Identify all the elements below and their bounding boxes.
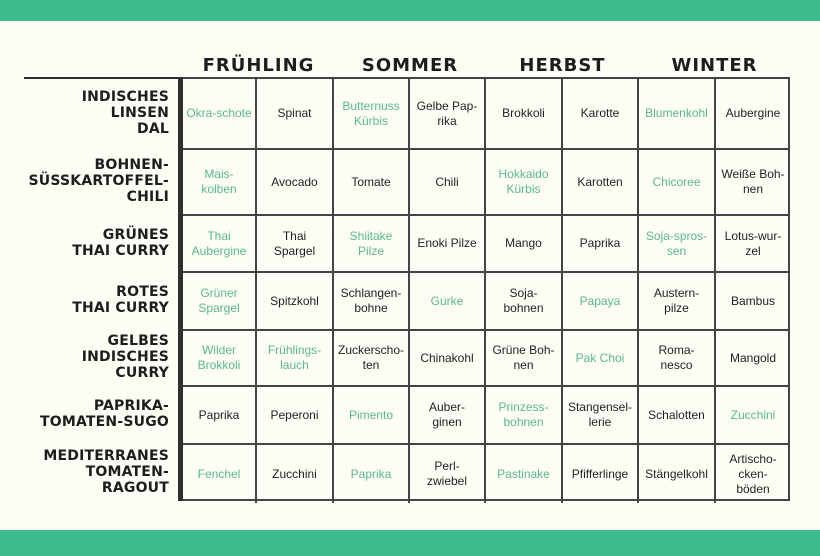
dish-label-text: GRÜNES THAI CURRY [72, 226, 169, 259]
vegetable-cell: Auber- ginen [410, 387, 486, 445]
vegetable-cell: Artischo- cken- böden [729, 451, 777, 496]
vegetable-cell: Fenchel [183, 445, 257, 503]
vegetable-cell: Karotten [563, 150, 639, 216]
vegetable-cell: Pfifferlinge [563, 445, 639, 503]
dish-label [24, 271, 169, 329]
dish-label [24, 329, 169, 385]
dish-label-text: ROTES THAI CURRY [72, 284, 169, 316]
season-header-spring: FRÜHLING [202, 55, 315, 76]
vegetable-cell: Karotte [563, 79, 639, 150]
season-header-winter: WINTER [671, 55, 758, 76]
vegetable-cell: Enoki Pilze [410, 216, 486, 273]
vegetable-cell: Brokkoli [486, 79, 563, 150]
dish-label-text: GELBES INDISCHES CURRY [81, 333, 169, 381]
vegetable-cell: Paprika [183, 387, 257, 445]
bottom-band [0, 530, 820, 556]
vegetable-cell: Soja- bohnen [486, 273, 563, 331]
vegetable-cell: Grüner Spargel [183, 273, 257, 331]
vegetable-cell: Okra-schote [183, 79, 257, 150]
vegetable-cell: Zucchini [716, 387, 790, 445]
vegetable-cell: Chicoree [639, 150, 716, 216]
vegetable-cell: Aubergine [716, 79, 790, 150]
vegetable-cell: Spinat [257, 79, 334, 150]
vegetable-cell: Mais- kolben [183, 150, 257, 216]
vegetable-cell: Mango [486, 216, 563, 273]
vegetable-cell: Zuckerscho- ten [334, 331, 410, 387]
vegetable-cell: Lotus-wur- zel [716, 216, 790, 273]
vegetable-cell: Pastinake [486, 445, 563, 503]
vegetable-cell: Stangensel- lerie [563, 387, 639, 445]
dish-label [24, 443, 169, 501]
vegetable-cell: Spitzkohl [257, 273, 334, 331]
vegetable-cell: Weiße Boh- nen [716, 150, 790, 216]
vegetable-cell: Gelbe Pap- rika [410, 79, 486, 150]
vegetable-cell: Butternuss Kürbis [334, 79, 410, 150]
dish-label-text: BOHNEN- SÜSSKARTOFFEL- CHILI [28, 157, 169, 205]
vegetable-cell: Schalotten [639, 387, 716, 445]
dish-label [24, 214, 169, 271]
vegetable-cell: Pimento [334, 387, 410, 445]
vegetable-cell: Papaya [563, 273, 639, 331]
vegetable-cell: Chili [410, 150, 486, 216]
vegetable-cell: Frühlings- lauch [257, 331, 334, 387]
dish-label-text: PAPRIKA- TOMATEN-SUGO [39, 398, 169, 430]
vegetable-cell: Thai Aubergine [183, 216, 257, 273]
season-header-summer: SOMMER [361, 55, 459, 76]
vegetable-cell: Thai Spargel [257, 216, 334, 273]
dish-label [24, 148, 169, 214]
vegetable-table [183, 77, 790, 501]
vegetable-cell: Zucchini [257, 445, 334, 503]
vegetable-cell: Bambus [716, 273, 790, 331]
vegetable-cell: Chinakohl [410, 331, 486, 387]
vegetable-cell: Schlangen- bohne [334, 273, 410, 331]
vegetable-cell: Hokkaido Kürbis [486, 150, 563, 216]
vegetable-cell: Peperoni [257, 387, 334, 445]
dish-label-text: MEDITERRANES TOMATEN-RAGOUT [43, 448, 169, 496]
vegetable-cell: Roma- nesco [639, 331, 716, 387]
vegetable-cell: Pak Choi [563, 331, 639, 387]
vegetable-cell: Paprika [334, 445, 410, 503]
vegetable-cell: Shiitake Pilze [334, 216, 410, 273]
season-header-autumn: HERBST [519, 55, 606, 76]
vegetable-cell: Gurke [410, 273, 486, 331]
vegetable-cell: Avocado [257, 150, 334, 216]
vegetable-cell: Austern- pilze [639, 273, 716, 331]
top-band [0, 0, 820, 21]
vegetable-cell: Tomate [334, 150, 410, 216]
vegetable-cell: Grüne Boh- nen [486, 331, 563, 387]
vegetable-cell: Blumenkohl [639, 79, 716, 150]
vegetable-cell: Mangold [716, 331, 790, 387]
vegetable-cell: Soja-spros- sen [639, 216, 716, 273]
vegetable-cell: Stängelkohl [639, 445, 716, 503]
dish-label [24, 77, 169, 148]
vegetable-cell: Perl- zwiebel [410, 445, 486, 503]
dish-label [24, 385, 169, 443]
vegetable-cell: Wilder Brokkoli [183, 331, 257, 387]
vegetable-cell: Prinzess- bohnen [486, 387, 563, 445]
dish-label-text: INDISCHES LINSEN DAL [81, 88, 169, 137]
vegetable-cell: Paprika [563, 216, 639, 273]
